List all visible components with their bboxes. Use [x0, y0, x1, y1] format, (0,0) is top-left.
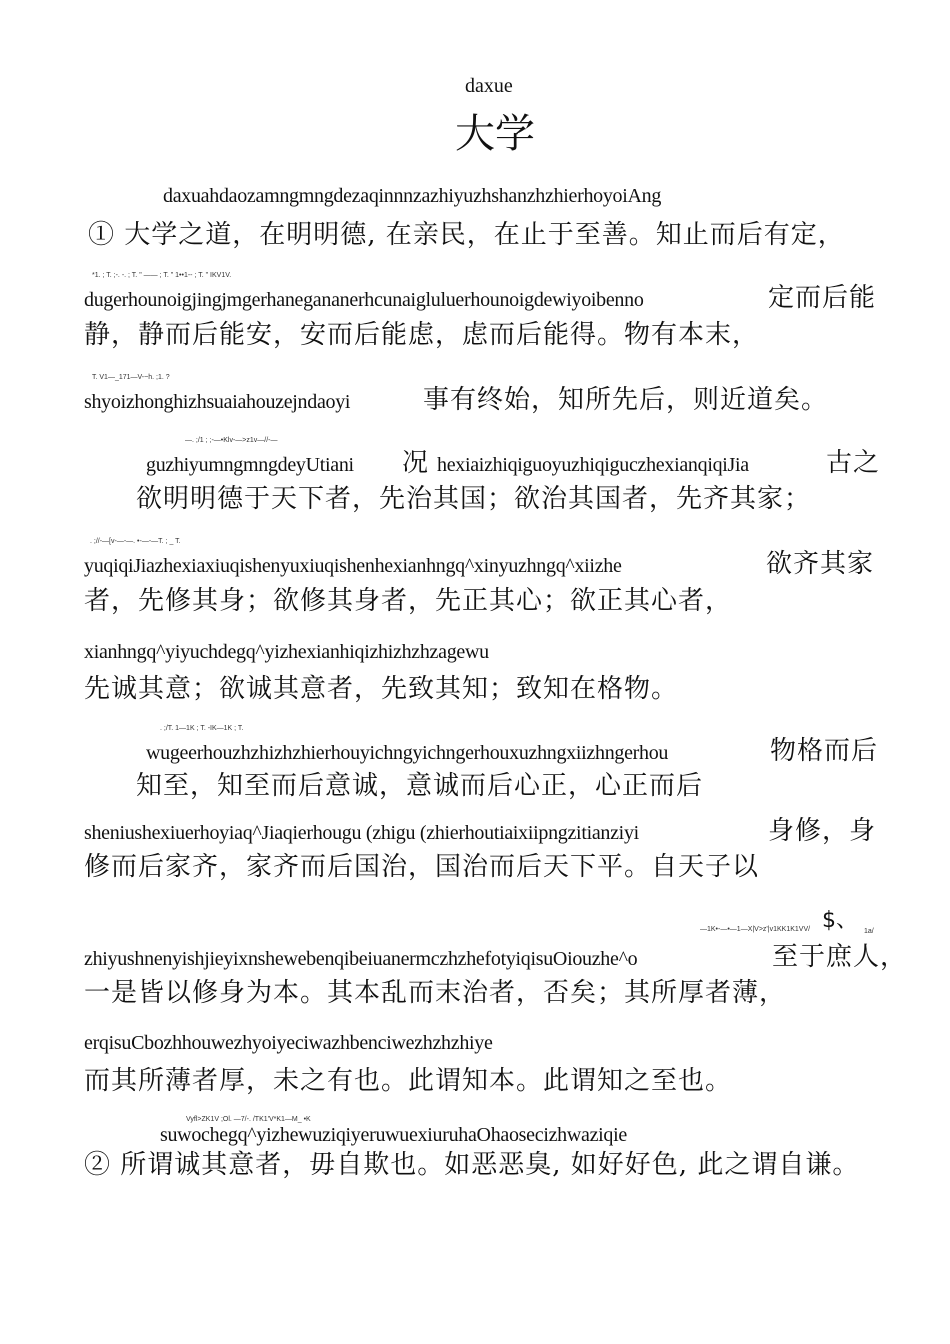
pinyin-line: sheniushexiuerhoyiaq^Jiaqierhougu (zhigu (zhierhoutiaixiipngzitianziyi	[84, 822, 639, 844]
text-line: 者，先修其身；欲修其身者，先正其心；欲正其心者，	[84, 586, 733, 616]
noise-line: . ;/T. 1—1K ; T. -IK—1K ; T.	[160, 725, 244, 732]
pinyin-line: hexiaizhiqiguoyuzhiqiguczhexianqiqiJia	[437, 454, 749, 476]
pinyin-line: erqisuCbozhhouwezhyoiyeciwazhbenciwezhzhzhiye	[84, 1032, 493, 1054]
text-line: 事有终始，知所先后，则近道矣。	[423, 385, 829, 415]
noise-line: 1a/	[864, 928, 874, 935]
pinyin-line: xianhngq^yiyuchdegq^yizhexianhiqizhizhzhzagewu	[84, 641, 489, 663]
pinyin-line: guzhiyumngmngdeyUtiani	[146, 454, 354, 476]
pinyin-line: suwochegq^yizhewuziqiyeruwuexiuruhaOhaosecizhwaziqie	[160, 1124, 627, 1146]
pinyin-line: wugeerhouzhzhizhzhierhouyichngyichngerhouxuzhngxiizhngerhou	[146, 742, 669, 764]
text-line: 而其所薄者厚，未之有也。此谓知本。此谓知之至也。	[84, 1066, 733, 1096]
text-line: ② 所谓诚其意者，毋自欺也。如恶恶臭, 如好好色, 此之谓自谦。	[84, 1150, 860, 1180]
text-line: 身修，身	[768, 816, 877, 846]
pinyin-line: daxuahdaozamngmngdezaqinnnzazhiyuzhshanzhzhierhoyoiAng	[163, 185, 662, 207]
noise-line: T. V1—_171—V-~h. ;1. ?	[92, 374, 170, 381]
pinyin-line: shyoizhonghizhsuaiahouzejndaoyi	[84, 391, 351, 413]
pinyin-line: yuqiqiJiazhexiaxiuqishenyuxiuqishenhexianhngq^xinyuzhngq^xiizhe	[84, 555, 622, 577]
text-line: 欲齐其家	[766, 549, 875, 579]
text-line: 一是皆以修身为本。其本乱而末治者，否矣；其所厚者薄，	[84, 978, 787, 1008]
text-line: 至于庶人，	[772, 942, 908, 972]
text-line: 况	[402, 448, 430, 478]
noise-line: *1. ; T. ;-. -. ; T. " —— ; T. " 1••1-- ; T. " IKV1V.	[92, 272, 232, 279]
noise-line: . ;//-—[v-—-—. •-—-—T. ; _ T.	[90, 538, 181, 545]
text-line: 修而后家齐，家齐而后国治，国治而后天下平。自天子以	[84, 852, 760, 882]
noise-line: —. ;/1 ; ;-—•Klv-—>z1v—//-—	[185, 437, 278, 444]
page-title: 大学	[455, 111, 535, 157]
noise-line: —1K•-—•—1—X|V>z'|v1KK1K1VV/	[700, 926, 811, 933]
text-line: 知至，知至而后意诚，意诚而后心正，心正而后	[136, 771, 704, 801]
title-pinyin: daxue	[465, 75, 513, 97]
text-line: 欲明明德于天下者，先治其国；欲治其国者，先齐其家；	[136, 484, 812, 514]
pinyin-line: zhiyushnenyishjieyixnshewebenqibeiuanermczhzhefotyiqisuOiouzhe^o	[84, 948, 638, 970]
symbol-mark: $、	[822, 908, 858, 933]
text-line: 静，静而后能安，安而后能虑，虑而后能得。物有本末，	[84, 320, 760, 350]
noise-line: Vyfl>ZK1V ;Ol. —7/-. /TK1'V*K1—M_ •K	[186, 1116, 311, 1123]
text-line: 物格而后	[770, 736, 879, 766]
text-line: 古之	[826, 448, 881, 478]
text-line: 先诚其意；欲诚其意者，先致其知；致知在格物。	[84, 674, 679, 704]
text-line: ① 大学之道，在明明德, 在亲民，在止于至善。知止而后有定，	[88, 220, 845, 250]
text-line: 定而后能	[768, 283, 877, 313]
pinyin-line: dugerhounoigjingjmgerhaneganan​erhcunaiglul​uerhounoigdewiyoibenno	[84, 289, 644, 311]
